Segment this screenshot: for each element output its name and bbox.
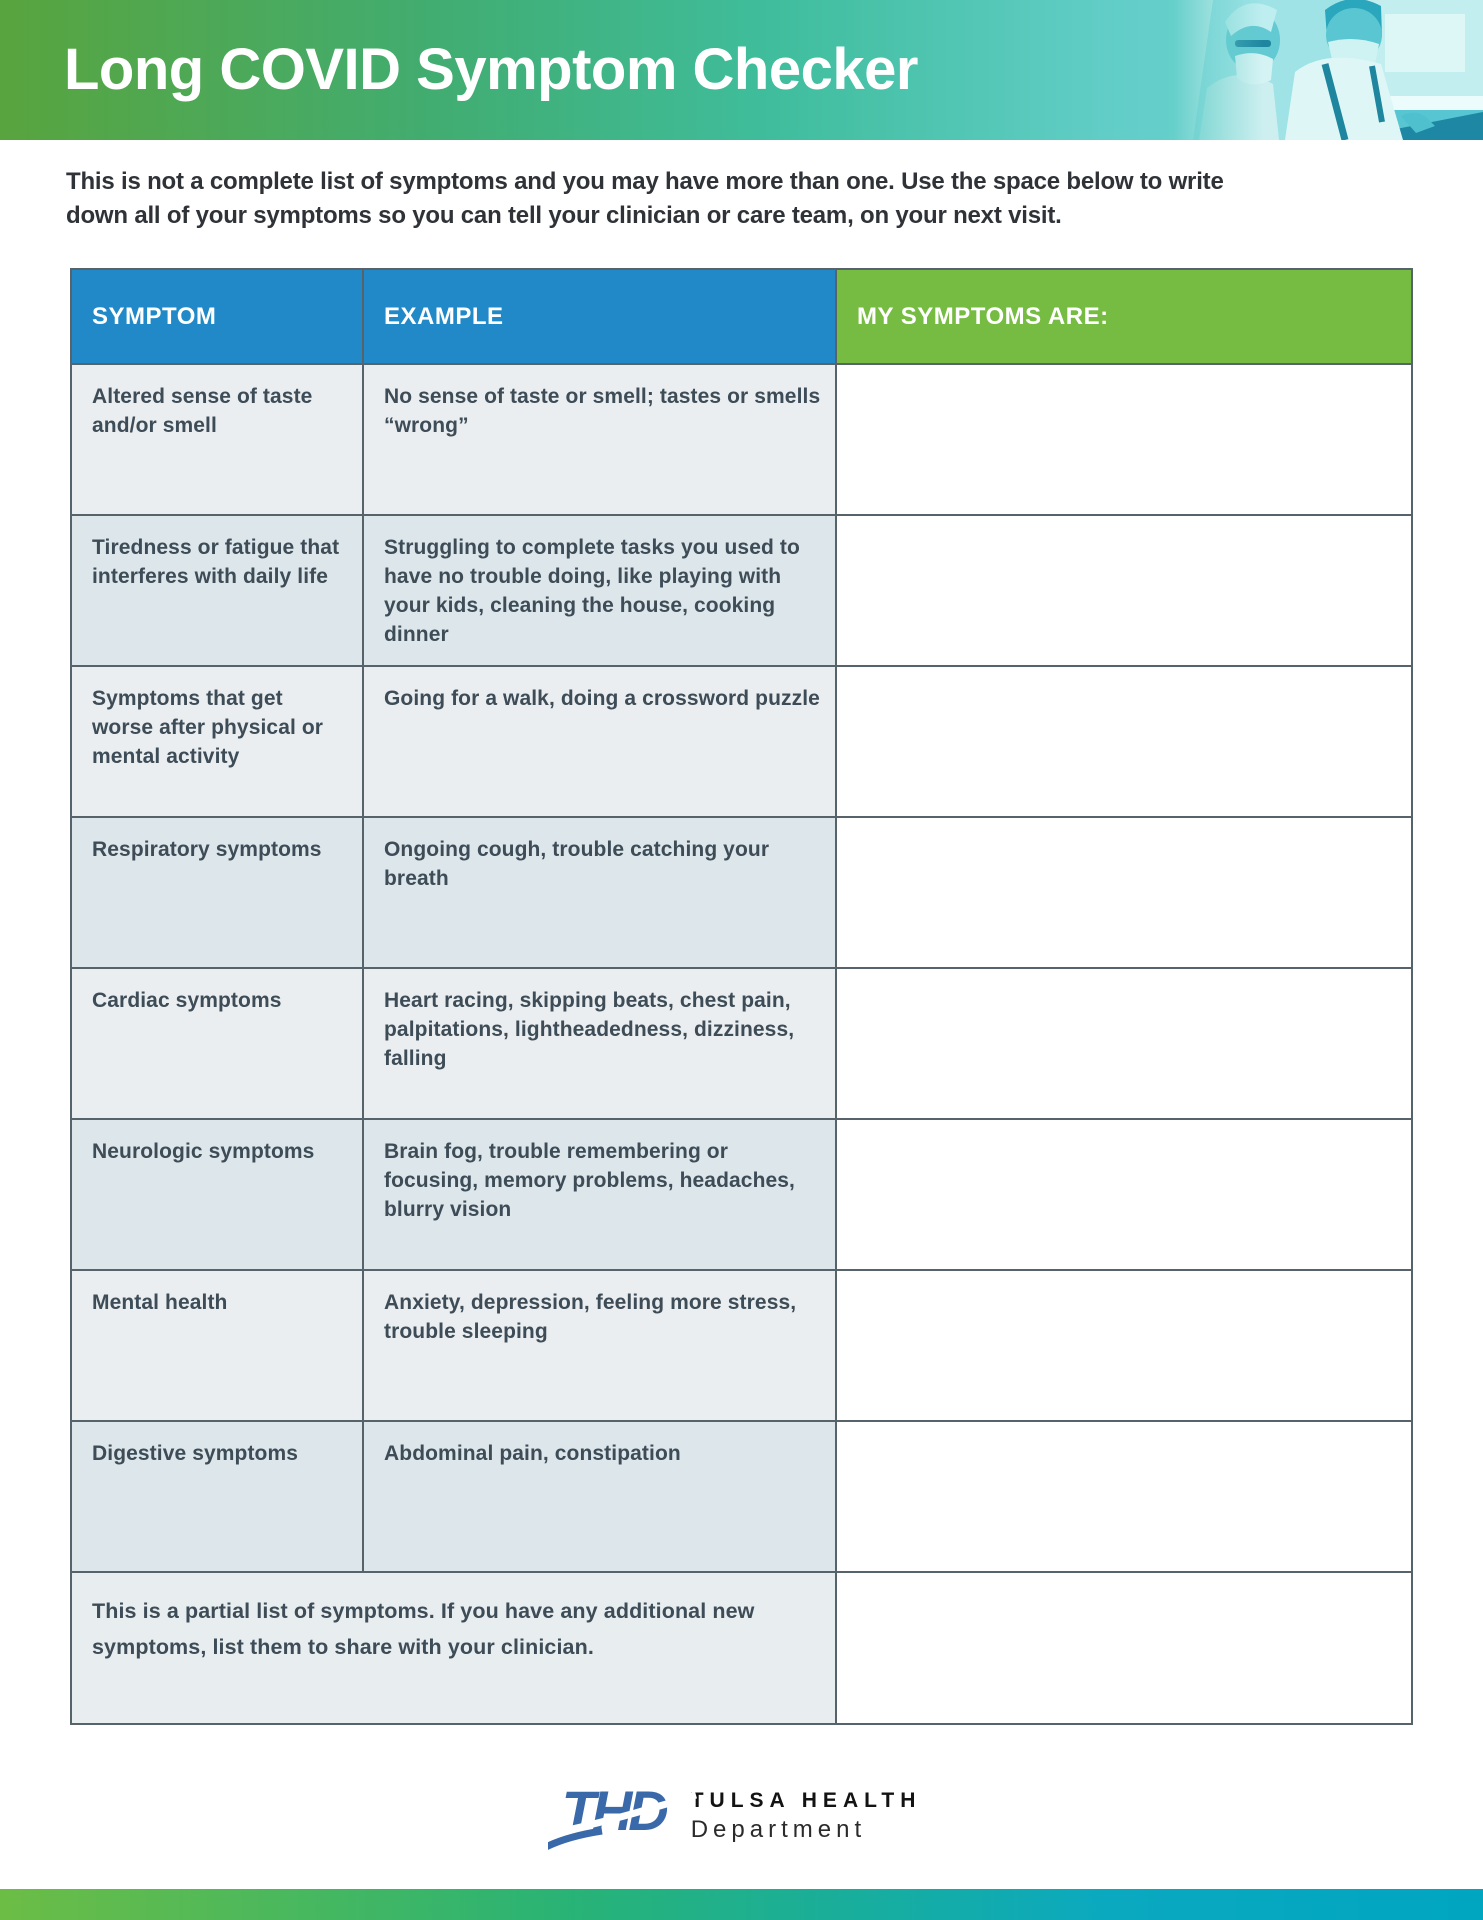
table-row [71,666,1412,817]
partial-list-note: This is a partial list of symptoms. If you have any additional new symptoms, list them to share with your clinician. [71,1572,836,1724]
example-cell: Abdominal pain, constipation [363,1421,836,1572]
logo-org-dept: Department [690,1816,867,1843]
thd-logo-acronym: THD [561,1779,665,1842]
symptom-cell: Cardiac symptoms [71,968,363,1119]
example-cell: Anxiety, depression, feeling more stress, trouble sleeping [363,1270,836,1421]
my-symptoms-write-space[interactable] [836,968,1412,1119]
logo-wordmark [691,1783,922,1844]
example-cell: Ongoing cough, trouble catching your breath [363,817,836,968]
bottom-gradient-bar [0,1889,1483,1920]
symptom-cell: Neurologic symptoms [71,1119,363,1270]
table-row [71,1270,1412,1421]
table-row [71,515,1412,666]
example-cell: Struggling to complete tasks you used to have no trouble doing, like playing with your kids, cleaning the house, cooking dinner [363,515,836,666]
table-row [71,817,1412,968]
table-row [71,1119,1412,1270]
table-row [71,968,1412,1119]
thd-logo-mark [561,1779,675,1842]
column-header-my-symptoms: MY SYMPTOMS ARE: [836,269,1412,364]
my-symptoms-write-space[interactable] [836,1572,1412,1724]
symptom-cell: Tiredness or fatigue that interferes with daily life [71,515,363,666]
table-header-row [71,269,1412,364]
symptom-cell: Altered sense of taste and/or smell [71,364,363,515]
my-symptoms-write-space[interactable] [836,515,1412,666]
example-cell: Heart racing, skipping beats, chest pain, palpitations, lightheadedness, dizziness, falling [363,968,836,1119]
column-header-symptom: SYMPTOM [71,269,363,364]
column-header-example: EXAMPLE [363,269,836,364]
symptom-cell: Mental health [71,1270,363,1421]
page-title: Long COVID Symptom Checker [64,37,918,102]
photo-gradient-fade [1173,0,1263,140]
example-cell: No sense of taste or smell; tastes or smells “wrong” [363,364,836,515]
table-row [71,364,1412,515]
logo-org-name: TULSA HEALTH [690,1789,922,1812]
intro-text [66,165,1483,233]
table-footer-row [71,1572,1412,1724]
header-photo [1173,0,1483,140]
example-cell: Brain fog, trouble remembering or focusing, memory problems, headaches, blurry vision [363,1119,836,1270]
my-symptoms-write-space[interactable] [836,817,1412,968]
symptom-table [70,268,1413,1725]
my-symptoms-write-space[interactable] [836,1270,1412,1421]
example-cell: Going for a walk, doing a crossword puzzle [363,666,836,817]
my-symptoms-write-space[interactable] [836,1119,1412,1270]
my-symptoms-write-space[interactable] [836,1421,1412,1572]
my-symptoms-write-space[interactable] [836,666,1412,817]
intro-line-2: down all of your symptoms so you can tell your clinician or care team, on your next visit. [66,202,1062,229]
my-symptoms-write-space[interactable] [836,364,1412,515]
footer-logo [0,1779,1483,1844]
table-row [71,1421,1412,1572]
intro-line-1: This is not a complete list of symptoms and you may have more than one. Use the space below to write [66,168,1224,195]
symptom-cell: Digestive symptoms [71,1421,363,1572]
symptom-cell: Respiratory symptoms [71,817,363,968]
symptom-cell: Symptoms that get worse after physical or mental activity [71,666,363,817]
header-banner [0,0,1483,140]
